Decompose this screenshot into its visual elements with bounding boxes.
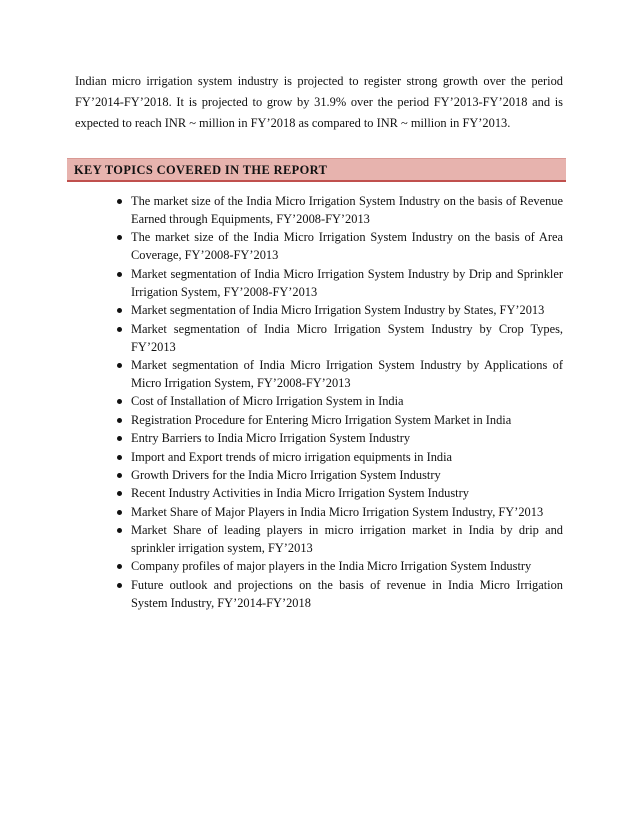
bullet-icon xyxy=(117,564,122,569)
bullet-icon xyxy=(117,272,122,277)
bullet-icon xyxy=(117,510,122,515)
topic-item xyxy=(131,320,563,356)
topic-text: Market segmentation of India Micro Irrigation System Industry by Drip and Sprinkler Irrigation System, FY’2008-FY’2013 xyxy=(131,266,563,299)
topic-item xyxy=(131,466,563,484)
topic-item xyxy=(131,557,563,575)
topic-item xyxy=(131,429,563,447)
bullet-icon xyxy=(117,436,122,441)
bullet-icon xyxy=(117,327,122,332)
topic-item xyxy=(131,503,563,521)
topic-item xyxy=(131,484,563,502)
topic-item xyxy=(131,448,563,466)
topic-item xyxy=(131,228,563,264)
topic-item xyxy=(131,392,563,410)
bullet-icon xyxy=(117,308,122,313)
topic-text: Import and Export trends of micro irrigation equipments in India xyxy=(131,449,453,464)
topic-text: Recent Industry Activities in India Micro Irrigation System Industry xyxy=(131,486,469,501)
bullet-icon xyxy=(117,235,122,240)
bullet-icon xyxy=(117,455,122,460)
topic-text: Market segmentation of India Micro Irrigation System Industry by Crop Types, FY’2013 xyxy=(131,321,563,354)
topic-text: Market segmentation of India Micro Irrigation System Industry by Applications of Micro Irrigation System, FY’2008-FY’2013 xyxy=(131,357,563,390)
bullet-icon xyxy=(117,199,122,204)
topic-item xyxy=(131,411,563,429)
topic-text: Cost of Installation of Micro Irrigation System in India xyxy=(131,394,404,409)
topic-item xyxy=(131,356,563,392)
topic-text: Entry Barriers to India Micro Irrigation System Industry xyxy=(131,431,411,446)
bullet-icon xyxy=(117,528,122,533)
topic-text: Growth Drivers for the India Micro Irrigation System Industry xyxy=(131,467,441,482)
topics-list xyxy=(131,192,563,612)
bullet-icon xyxy=(117,363,122,368)
topic-item xyxy=(131,301,563,319)
topic-text: Registration Procedure for Entering Micro Irrigation System Market in India xyxy=(131,412,512,427)
bullet-icon xyxy=(117,399,122,404)
topic-item xyxy=(131,192,563,228)
topic-text: Future outlook and projections on the basis of revenue in India Micro Irrigation System Industry, FY’2014-FY’2018 xyxy=(131,577,563,610)
bullet-icon xyxy=(117,491,122,496)
topic-text: The market size of the India Micro Irrigation System Industry on the basis of Revenue Earned through Equipments, FY’2008-FY’2013 xyxy=(131,194,563,226)
topic-item xyxy=(131,521,563,557)
topic-text: Market Share of Major Players in India Micro Irrigation System Industry, FY’2013 xyxy=(131,504,544,519)
bullet-icon xyxy=(117,583,122,588)
bullet-icon xyxy=(117,473,122,478)
topic-item xyxy=(131,576,563,612)
topic-item xyxy=(131,265,563,301)
topic-text: The market size of the India Micro Irrigation System Industry on the basis of Area Coverage, FY’2008-FY’2013 xyxy=(131,230,563,263)
intro-paragraph: Indian micro irrigation system industry is projected to register strong growth over the period FY’2014-FY’2018. It is projected to grow by 31.9% over the period FY’2013-FY’2018 and is expected to reach INR ~ million in FY’2018 as compared to INR ~ million in FY’2013. xyxy=(75,74,563,130)
topic-text: Market segmentation of India Micro Irrigation System Industry by States, FY’2013 xyxy=(131,303,545,318)
bullet-icon xyxy=(117,418,122,423)
topic-text: Market Share of leading players in micro irrigation market in India by drip and sprinkler irrigation system, FY’2013 xyxy=(131,523,563,556)
section-heading: KEY TOPICS COVERED IN THE REPORT xyxy=(67,158,566,182)
topic-text: Company profiles of major players in the India Micro Irrigation System Industry xyxy=(131,559,532,574)
